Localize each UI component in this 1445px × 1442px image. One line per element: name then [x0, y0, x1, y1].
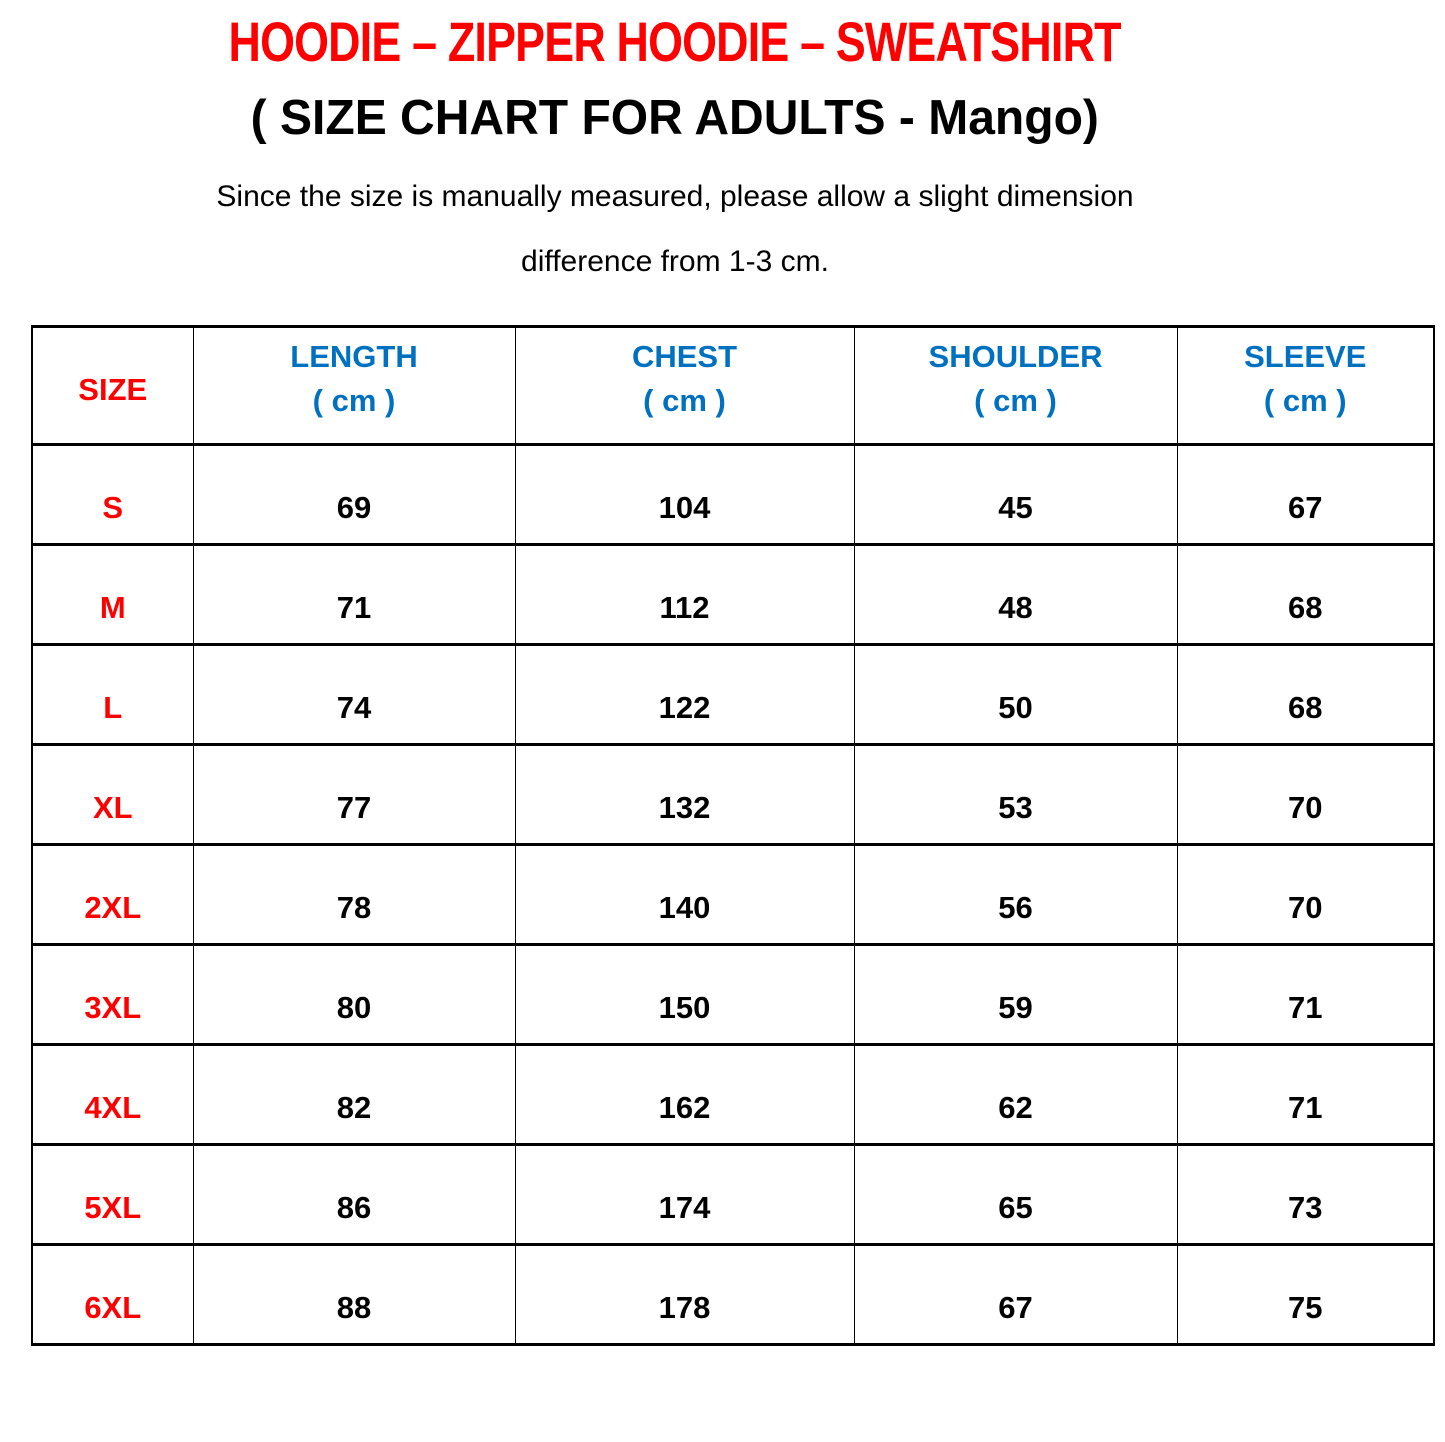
- column-header-chest-label: CHEST: [631, 338, 738, 374]
- table-row: [32, 1045, 1434, 1145]
- length-cell: 80: [193, 945, 515, 1045]
- chest-cell: 112: [515, 545, 854, 645]
- column-header-length-label: LENGTH: [290, 338, 418, 374]
- size-chart-table: [31, 325, 1435, 1346]
- table-row: [32, 445, 1434, 545]
- length-cell: 77: [193, 745, 515, 845]
- size-cell: S: [32, 445, 193, 545]
- measurement-note-line2: difference from 1-3 cm.: [521, 245, 829, 278]
- shoulder-cell: 59: [854, 945, 1177, 1045]
- shoulder-cell: 50: [854, 645, 1177, 745]
- column-header-length: [193, 327, 515, 445]
- chest-cell: 132: [515, 745, 854, 845]
- length-cell: 74: [193, 645, 515, 745]
- length-cell: 86: [193, 1145, 515, 1245]
- sleeve-cell: 71: [1177, 945, 1434, 1045]
- shoulder-cell: 65: [854, 1145, 1177, 1245]
- size-cell: L: [32, 645, 193, 745]
- page-title-text: HOODIE – ZIPPER HOODIE – SWEATSHIRT: [228, 10, 1122, 73]
- size-cell: XL: [32, 745, 193, 845]
- table-row: [32, 745, 1434, 845]
- page-subtitle-text: ( SIZE CHART FOR ADULTS - Mango): [250, 91, 1100, 145]
- table-header-row: [32, 327, 1434, 445]
- sleeve-cell: 73: [1177, 1145, 1434, 1245]
- table-row: [32, 1245, 1434, 1345]
- sleeve-cell: 71: [1177, 1045, 1434, 1145]
- column-header-sleeve-label: SLEEVE: [1244, 338, 1367, 374]
- size-cell: 3XL: [32, 945, 193, 1045]
- table-row: [32, 645, 1434, 745]
- size-chart-page: [0, 10, 1445, 1442]
- chest-cell: 140: [515, 845, 854, 945]
- shoulder-cell: 62: [854, 1045, 1177, 1145]
- length-cell: 78: [193, 845, 515, 945]
- length-cell: 82: [193, 1045, 515, 1145]
- table-row: [32, 945, 1434, 1045]
- shoulder-cell: 45: [854, 445, 1177, 545]
- shoulder-cell: 53: [854, 745, 1177, 845]
- column-header-shoulder: [854, 327, 1177, 445]
- chest-cell: 104: [515, 445, 854, 545]
- size-cell: 2XL: [32, 845, 193, 945]
- page-subtitle: [0, 90, 1350, 146]
- chest-cell: 162: [515, 1045, 854, 1145]
- column-header-size: SIZE: [32, 327, 193, 445]
- table-row: [32, 845, 1434, 945]
- length-cell: 69: [193, 445, 515, 545]
- measurement-note-line1: Since the size is manually measured, please allow a slight dimension: [216, 180, 1134, 213]
- header: [0, 10, 1350, 279]
- shoulder-cell: 67: [854, 1245, 1177, 1345]
- size-cell: M: [32, 545, 193, 645]
- column-header-sleeve: [1177, 327, 1434, 445]
- table-row: [32, 1145, 1434, 1245]
- column-header-chest-unit: ( cm ): [643, 382, 726, 418]
- length-cell: 88: [193, 1245, 515, 1345]
- table-row: [32, 545, 1434, 645]
- chest-cell: 122: [515, 645, 854, 745]
- sleeve-cell: 70: [1177, 745, 1434, 845]
- size-cell: 6XL: [32, 1245, 193, 1345]
- column-header-sleeve-unit: ( cm ): [1263, 382, 1347, 418]
- size-cell: 5XL: [32, 1145, 193, 1245]
- column-header-length-unit: ( cm ): [312, 382, 396, 418]
- sleeve-cell: 67: [1177, 445, 1434, 545]
- shoulder-cell: 48: [854, 545, 1177, 645]
- page-title: [0, 10, 1350, 74]
- sleeve-cell: 70: [1177, 845, 1434, 945]
- chest-cell: 178: [515, 1245, 854, 1345]
- length-cell: 71: [193, 545, 515, 645]
- column-header-shoulder-unit: ( cm ): [974, 382, 1057, 418]
- column-header-shoulder-label: SHOULDER: [928, 338, 1103, 374]
- size-cell: 4XL: [32, 1045, 193, 1145]
- shoulder-cell: 56: [854, 845, 1177, 945]
- sleeve-cell: 68: [1177, 545, 1434, 645]
- chest-cell: 150: [515, 945, 854, 1045]
- column-header-chest: [515, 327, 854, 445]
- sleeve-cell: 75: [1177, 1245, 1434, 1345]
- chest-cell: 174: [515, 1145, 854, 1245]
- sleeve-cell: 68: [1177, 645, 1434, 745]
